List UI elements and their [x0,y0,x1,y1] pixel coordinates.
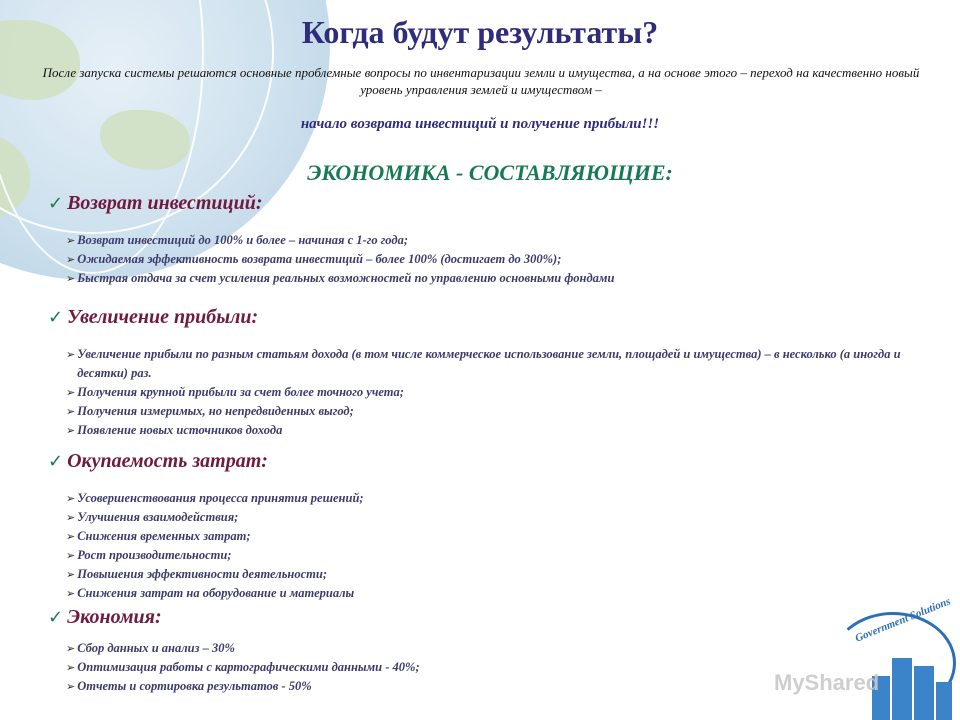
arrow-bullet-icon: ➢ [66,680,76,693]
arrow-bullet-icon: ➢ [66,530,76,543]
watermark: MyShared [774,670,880,695]
arrow-bullet-icon: ➢ [66,253,76,266]
list-item: ➢ Получения крупной прибыли за счет более точного учета; [66,383,928,402]
list-item: ➢ Повышения эффективности деятельности; [66,565,928,584]
list-item: ➢ Появление новых источников дохода [66,421,928,440]
list-item: ➢ Рост производительности; [66,546,928,565]
arrow-bullet-icon: ➢ [66,661,76,674]
section-investment-return [48,192,928,288]
section-title: Экономия: [67,606,162,628]
arrow-bullet-icon: ➢ [66,234,76,247]
list-item: ➢ Сбор данных и анализ – 30% [66,639,928,658]
arrow-bullet-icon: ➢ [66,549,76,562]
checkmark-icon: ✓ [48,307,64,328]
section-cost-payback [48,450,928,603]
arrow-bullet-icon: ➢ [66,424,76,437]
list-item: ➢ Ожидаемая эффективность возврата инвестиций – более 100% (достигает до 300%); [66,250,928,269]
list-item: ➢ Оптимизация работы с картографическими данными - 40%; [66,658,928,677]
highlight-text: начало возврата инвестиций и получение прибыли!!! [300,116,660,132]
arrow-bullet-icon: ➢ [66,642,76,655]
arrow-bullet-icon: ➢ [66,348,76,361]
checkmark-icon: ✓ [48,451,64,472]
arrow-bullet-icon: ➢ [66,511,76,524]
list-item: ➢ Снижения временных затрат; [66,527,928,546]
arrow-bullet-icon: ➢ [66,405,76,418]
list-item: ➢ Увеличение прибыли по разным статьям дохода (в том числе коммерческое использование земли, площадей и имущества) – в несколько (а иногда и десятки) раз. [66,345,928,383]
intro-text: После запуска системы решаются основные проблемные вопросы по инвентаризации земли и имущества, а на основе этого – переход на качественно новый уровень управления землей и имуществом – [42,65,920,97]
section-profit-increase [48,306,928,440]
list-item: ➢ Снижения затрат на оборудование и материалы [66,584,928,603]
section-title: Возврат инвестиций: [67,192,263,214]
list-item: ➢ Усовершенствования процесса принятия решений; [66,489,928,508]
arrow-bullet-icon: ➢ [66,492,76,505]
checkmark-icon: ✓ [48,193,64,214]
government-solutions-logo [760,595,960,720]
list-item: ➢ Получения измеримых, но непредвиденных выгод; [66,402,928,421]
section-title: Увеличение прибыли: [67,306,259,328]
checkmark-icon: ✓ [48,607,64,628]
economics-heading: ЭКОНОМИКА - СОСТАВЛЯЮЩИЕ: [307,160,673,185]
page-title: Когда будут результаты? [301,14,659,50]
arrow-bullet-icon: ➢ [66,587,76,600]
list-item: ➢ Быстрая отдача за счет усиления реальных возможностей по управлению основными фондами [66,269,928,288]
arrow-bullet-icon: ➢ [66,272,76,285]
logo-text: Government Solutions [853,595,953,645]
arrow-bullet-icon: ➢ [66,568,76,581]
list-item: ➢ Улучшения взаимодействия; [66,508,928,527]
arrow-bullet-icon: ➢ [66,386,76,399]
list-item: ➢ Возврат инвестиций до 100% и более – начиная с 1-го года; [66,231,928,250]
section-title: Окупаемость затрат: [67,450,268,472]
list-item: ➢ Отчеты и сортировка результатов - 50% [66,677,928,696]
